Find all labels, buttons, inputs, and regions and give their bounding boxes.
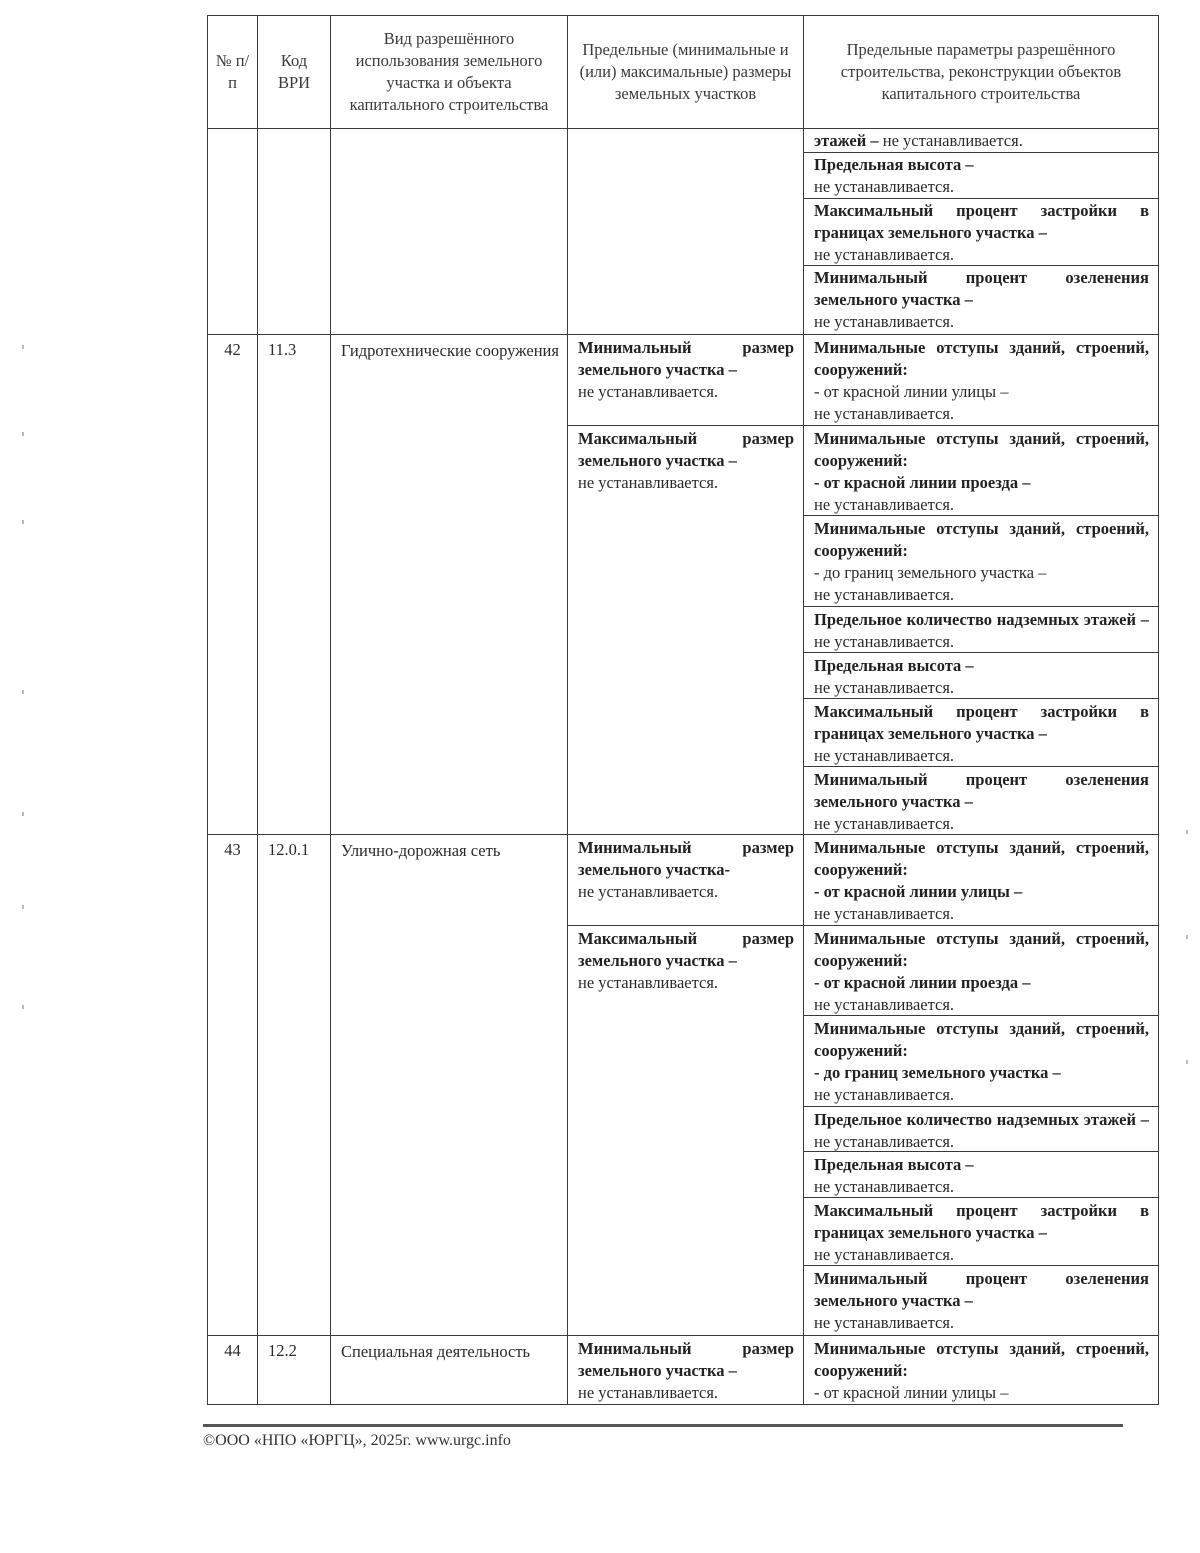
row44-param-setback-street: Минимальные отступы зданий, строений, сооружений: - от красной линии улицы – <box>803 1335 1159 1405</box>
row42-min-size: Минимальный размер земельного участка – не устанавливается. <box>567 334 804 426</box>
carry-size-cell <box>567 128 804 335</box>
scan-mark <box>1186 830 1188 834</box>
row43-min-size: Минимальный размер земельного участка- не устанавливается. <box>567 834 804 926</box>
row42-param-floors: Предельное количество надземных этажей – не устанавливается. <box>803 606 1159 653</box>
row44-min-size: Минимальный размер земельного участка – не устанавливается. <box>567 1335 804 1405</box>
carry-vri-cell <box>330 128 568 335</box>
carry-code-cell <box>257 128 331 335</box>
carry-param-floors: этажей – не устанавливается. <box>803 128 1159 153</box>
scan-mark <box>1186 1060 1188 1064</box>
header-vri: Вид разрешённого использования земельного участка и объекта капитального строительства <box>330 15 568 129</box>
row42-param-height: Предельная высота – не устанавливается. <box>803 652 1159 699</box>
row42-param-greening: Минимальный процент озеленения земельного участка – не устанавливается. <box>803 766 1159 835</box>
row43-param-setback-street: Минимальные отступы зданий, строений, сооружений: - от красной линии улицы – не устанавливается. <box>803 834 1159 926</box>
scan-mark <box>22 345 24 349</box>
header-code: Код ВРИ <box>257 15 331 129</box>
row43-vri: Улично-дорожная сеть <box>330 834 568 1336</box>
row44-code: 12.2 <box>257 1335 331 1405</box>
scan-mark <box>22 1005 24 1009</box>
row42-param-setback-street: Минимальные отступы зданий, строений, сооружений: - от красной линии улицы – не устанавливается. <box>803 334 1159 426</box>
footer-copyright: ©ООО «НПО «ЮРГЦ», 2025г. www.urgc.info <box>203 1432 511 1449</box>
row43-param-coverage: Максимальный процент застройки в границах земельного участка – не устанавливается. <box>803 1197 1159 1266</box>
row44-vri: Специальная деятельность <box>330 1335 568 1405</box>
scan-mark <box>22 432 24 436</box>
row43-code: 12.0.1 <box>257 834 331 1336</box>
header-num: № п/п <box>207 15 258 129</box>
header-size: Предельные (минимальные и (или) максимальные) размеры земельных участков <box>567 15 804 129</box>
carry-num-cell <box>207 128 258 335</box>
carry-param-greening: Минимальный процент озеленения земельного участка – не устанавливается. <box>803 265 1159 335</box>
header-params: Предельные параметры разрешённого строительства, реконструкции объектов капитального строительства <box>803 15 1159 129</box>
row43-param-setback-driveway: Минимальные отступы зданий, строений, сооружений: - от красной линии проезда – не устанавливается. <box>803 925 1159 1016</box>
row42-param-setback-driveway: Минимальные отступы зданий, строений, сооружений: - от красной линии проезда – не устанавливается. <box>803 425 1159 516</box>
footer-divider <box>203 1424 1123 1427</box>
carry-param-coverage: Максимальный процент застройки в границах земельного участка – не устанавливается. <box>803 198 1159 266</box>
row43-param-greening: Минимальный процент озеленения земельного участка – не устанавливается. <box>803 1265 1159 1336</box>
row42-param-setback-boundary: Минимальные отступы зданий, строений, сооружений: - до границ земельного участка – не устанавливается. <box>803 515 1159 607</box>
row42-num: 42 <box>207 334 258 835</box>
scan-mark <box>22 690 24 694</box>
row43-max-size: Максимальный размер земельного участка – не устанавливается. <box>567 925 804 1336</box>
scan-mark <box>22 812 24 816</box>
row44-num: 44 <box>207 1335 258 1405</box>
row43-param-floors: Предельное количество надземных этажей – не устанавливается. <box>803 1106 1159 1152</box>
row43-param-height: Предельная высота – не устанавливается. <box>803 1151 1159 1198</box>
scan-mark <box>22 520 24 524</box>
carry-param-height: Предельная высота – не устанавливается. <box>803 152 1159 199</box>
row42-param-coverage: Максимальный процент застройки в границах земельного участка – не устанавливается. <box>803 698 1159 767</box>
row43-num: 43 <box>207 834 258 1336</box>
scan-mark <box>22 905 24 909</box>
row42-vri: Гидротехнические сооружения <box>330 334 568 835</box>
row43-param-setback-boundary: Минимальные отступы зданий, строений, сооружений: - до границ земельного участка – не устанавливается. <box>803 1015 1159 1107</box>
row42-max-size: Максимальный размер земельного участка – не устанавливается. <box>567 425 804 835</box>
row42-code: 11.3 <box>257 334 331 835</box>
scan-mark <box>1186 935 1188 939</box>
